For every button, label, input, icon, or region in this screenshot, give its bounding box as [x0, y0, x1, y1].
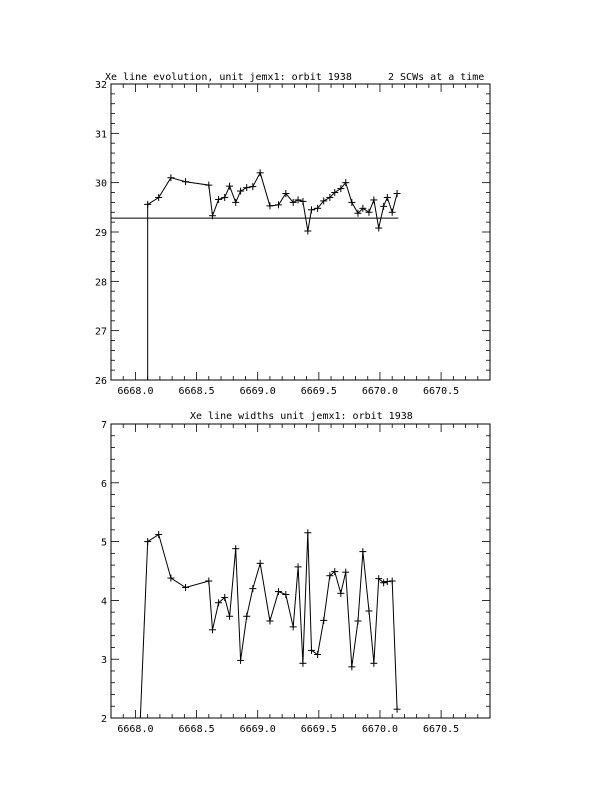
- top-x-tick-label: 6670.0: [361, 386, 399, 397]
- top-title: Xe line evolution, unit jemx1: orbit 1938: [105, 72, 352, 83]
- top-y-tick-label: 27: [94, 326, 107, 338]
- bottom-data-point: [266, 617, 273, 624]
- top-y-tick-label: 32: [94, 80, 107, 91]
- bottom-data-point: [342, 569, 349, 576]
- bottom-y-tick-label: 7: [100, 420, 107, 431]
- bottom-x-tick-label: 6668.0: [117, 724, 154, 735]
- top-data-point: [380, 203, 387, 210]
- bottom-y-tick-label: 4: [100, 596, 107, 608]
- bottom-lead-in-line: [140, 542, 147, 718]
- bottom-data-point: [354, 617, 361, 624]
- top-data-point: [308, 206, 315, 213]
- bottom-data-point: [320, 617, 327, 624]
- bottom-x-tick-label: 6669.0: [239, 724, 276, 735]
- bottom-data-point: [304, 529, 311, 536]
- top-data-point: [155, 194, 162, 201]
- bottom-data-point: [257, 560, 264, 567]
- bottom-y-tick-label: 3: [100, 655, 107, 667]
- bottom-data-point: [282, 591, 289, 598]
- bottom-x-tick-label: 6670.0: [361, 724, 399, 735]
- top-plot-frame: [111, 84, 490, 380]
- bottom-data-point: [144, 538, 151, 545]
- bottom-data-point: [226, 613, 233, 620]
- bottom-data-point: [295, 563, 302, 570]
- top-data-layer: [111, 169, 401, 380]
- top-data-point: [389, 209, 396, 216]
- top-y-tick-label: 29: [94, 228, 107, 239]
- bottom-y-tick-label: 6: [100, 478, 107, 490]
- bottom-y-tick-label: 2: [100, 714, 107, 725]
- top-data-point: [304, 228, 311, 235]
- bottom-data-point: [182, 584, 189, 591]
- top-data-point: [226, 183, 233, 190]
- top-x-tick-label: 6668.0: [117, 386, 154, 397]
- top-data-point: [365, 209, 372, 216]
- top-data-point: [221, 194, 228, 201]
- top-data-point: [266, 202, 273, 209]
- bottom-data-point: [348, 663, 355, 670]
- bottom-data-point: [370, 660, 377, 667]
- bottom-data-point: [290, 623, 297, 630]
- bottom-data-point: [365, 607, 372, 614]
- top-data-point: [275, 201, 282, 208]
- top-y-tick-label: 30: [94, 178, 107, 190]
- top-y-tick-label: 31: [94, 129, 107, 141]
- bottom-y-tick-label: 5: [100, 537, 107, 549]
- bottom-data-point: [389, 577, 396, 584]
- top-data-point: [257, 169, 264, 176]
- bottom-title: Xe line widths unit jemx1: orbit 1938: [190, 411, 413, 422]
- bottom-data-point: [205, 577, 212, 584]
- top-data-point: [144, 201, 151, 208]
- top-data-point: [394, 190, 401, 197]
- bottom-data-point: [384, 578, 391, 585]
- top-panel-evolution: [95, 72, 490, 397]
- top-data-point: [249, 183, 256, 190]
- bottom-data-point: [249, 585, 256, 592]
- top-data-point: [215, 196, 222, 203]
- bottom-data-point: [167, 575, 174, 582]
- top-data-point: [375, 225, 382, 232]
- top-subtitle: 2 SCWs at a time: [388, 72, 485, 83]
- bottom-data-point: [394, 706, 401, 713]
- bottom-data-point: [237, 657, 244, 664]
- bottom-data-point: [337, 590, 344, 597]
- top-x-tick-label: 6669.5: [300, 386, 337, 397]
- top-data-point: [348, 199, 355, 206]
- top-data-point: [243, 184, 250, 191]
- bottom-data-point: [299, 660, 306, 667]
- top-x-tick-label: 6669.0: [239, 386, 276, 397]
- top-data-point: [384, 194, 391, 201]
- top-x-tick-label: 6668.5: [178, 386, 215, 397]
- bottom-data-point: [243, 613, 250, 620]
- bottom-data-point: [308, 647, 315, 654]
- bottom-data-point: [155, 531, 162, 538]
- top-y-tick-label: 26: [94, 376, 107, 387]
- top-data-point: [370, 196, 377, 203]
- top-data-point: [167, 174, 174, 181]
- top-data-point: [232, 199, 239, 206]
- bottom-panel-widths: [101, 411, 490, 735]
- bottom-data-point: [209, 626, 216, 633]
- top-data-point: [299, 198, 306, 205]
- bottom-x-tick-label: 6669.5: [300, 724, 337, 735]
- top-data-point: [237, 188, 244, 195]
- bottom-x-tick-label: 6670.5: [423, 724, 460, 735]
- bottom-plot-frame: [111, 424, 490, 718]
- top-x-tick-label: 6670.5: [423, 386, 460, 397]
- bottom-data-point: [359, 548, 366, 555]
- bottom-data-point: [275, 588, 282, 595]
- top-data-point: [182, 178, 189, 185]
- top-data-point: [205, 182, 212, 189]
- bottom-data-layer: [140, 529, 400, 718]
- top-y-tick-label: 28: [94, 277, 107, 289]
- bottom-data-point: [314, 651, 321, 658]
- bottom-data-point: [232, 545, 239, 552]
- bottom-x-tick-label: 6668.5: [178, 724, 215, 735]
